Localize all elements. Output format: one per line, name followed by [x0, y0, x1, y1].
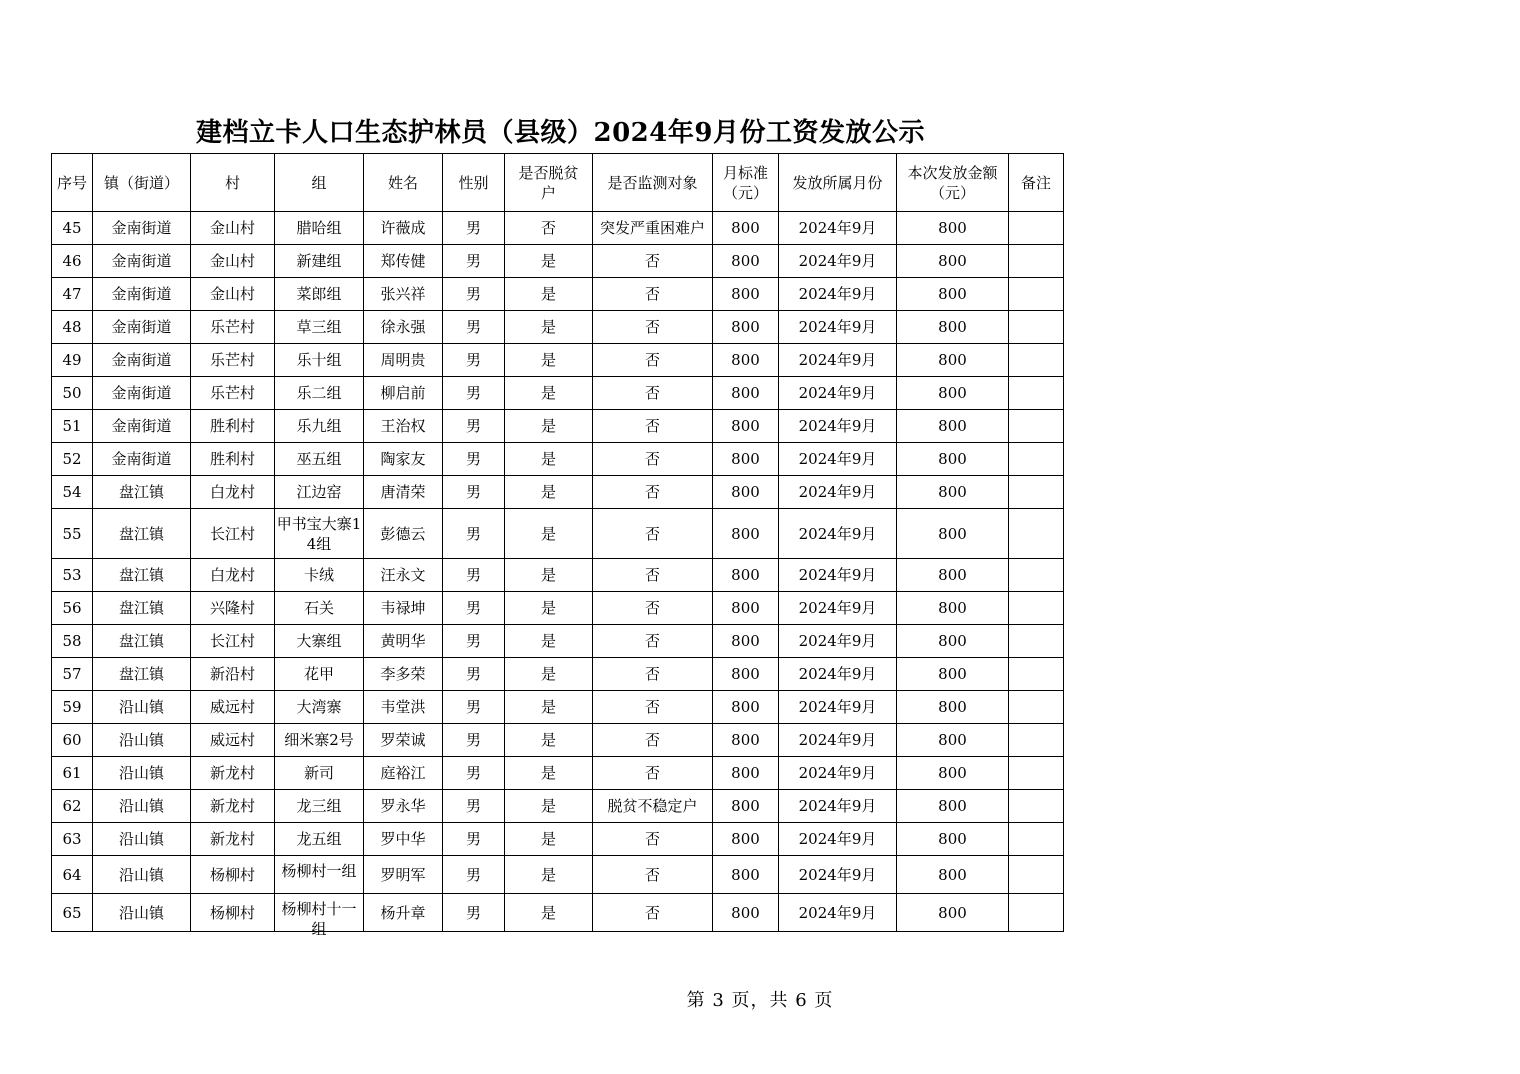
group-cell: 江边窑 [275, 476, 364, 509]
amount-cell: 800 [897, 410, 1009, 443]
month-cell: 2024年9月 [779, 410, 897, 443]
poverty-cell: 是 [505, 509, 593, 559]
gender-cell: 男 [443, 894, 505, 932]
standard-cell: 800 [713, 212, 779, 245]
table-row [52, 278, 1064, 311]
town-cell: 沿山镇 [93, 894, 191, 932]
month-cell: 2024年9月 [779, 476, 897, 509]
town-cell: 盘江镇 [93, 559, 191, 592]
town-cell: 金南街道 [93, 377, 191, 410]
row-number: 63 [52, 823, 93, 856]
amount-cell: 800 [897, 625, 1009, 658]
poverty-cell: 是 [505, 625, 593, 658]
town-cell: 沿山镇 [93, 691, 191, 724]
header-cell: 本次发放金额（元） [897, 154, 1009, 212]
group-cell: 腊哈组 [275, 212, 364, 245]
poverty-cell: 是 [505, 592, 593, 625]
town-cell: 沿山镇 [93, 823, 191, 856]
remark-cell [1009, 245, 1064, 278]
remark-cell [1009, 476, 1064, 509]
group-cell: 石关 [275, 592, 364, 625]
header-cell: 镇（街道） [93, 154, 191, 212]
remark-cell [1009, 509, 1064, 559]
monitor-cell: 突发严重困难户 [593, 212, 713, 245]
group-cell: 新司 [275, 757, 364, 790]
standard-cell: 800 [713, 691, 779, 724]
village-cell: 长江村 [191, 625, 275, 658]
group-cell: 甲书宝大寨14组 [275, 509, 364, 559]
name-cell: 罗永华 [364, 790, 443, 823]
standard-cell: 800 [713, 559, 779, 592]
village-cell: 新沿村 [191, 658, 275, 691]
standard-cell: 800 [713, 509, 779, 559]
month-cell: 2024年9月 [779, 856, 897, 894]
name-cell: 黄明华 [364, 625, 443, 658]
village-cell: 新龙村 [191, 790, 275, 823]
standard-cell: 800 [713, 592, 779, 625]
amount-cell: 800 [897, 757, 1009, 790]
name-cell: 许薇成 [364, 212, 443, 245]
monitor-cell: 否 [593, 509, 713, 559]
group-cell: 花甲 [275, 658, 364, 691]
row-number: 61 [52, 757, 93, 790]
town-cell: 盘江镇 [93, 476, 191, 509]
group-cell: 龙三组 [275, 790, 364, 823]
town-cell: 金南街道 [93, 344, 191, 377]
page-title: 建档立卡人口生态护林员（县级）2024年9月份工资发放公示 [196, 118, 925, 148]
row-number: 48 [52, 311, 93, 344]
monitor-cell: 否 [593, 894, 713, 932]
gender-cell: 男 [443, 410, 505, 443]
month-cell: 2024年9月 [779, 509, 897, 559]
gender-cell: 男 [443, 311, 505, 344]
amount-cell: 800 [897, 724, 1009, 757]
amount-cell: 800 [897, 790, 1009, 823]
month-cell: 2024年9月 [779, 691, 897, 724]
header-cell: 是否脱贫户 [505, 154, 593, 212]
group-cell: 乐二组 [275, 377, 364, 410]
standard-cell: 800 [713, 625, 779, 658]
header-row [52, 154, 1064, 212]
remark-cell [1009, 212, 1064, 245]
town-cell: 金南街道 [93, 311, 191, 344]
month-cell: 2024年9月 [779, 757, 897, 790]
standard-cell: 800 [713, 823, 779, 856]
group-cell-text: 杨柳村十一组 [281, 900, 357, 938]
name-cell: 陶家友 [364, 443, 443, 476]
row-number: 51 [52, 410, 93, 443]
amount-cell: 800 [897, 476, 1009, 509]
monitor-cell: 否 [593, 823, 713, 856]
gender-cell: 男 [443, 724, 505, 757]
table-row [52, 410, 1064, 443]
name-cell: 罗中华 [364, 823, 443, 856]
group-cell: 大湾寨 [275, 691, 364, 724]
row-number: 60 [52, 724, 93, 757]
header-cell: 组 [275, 154, 364, 212]
month-cell: 2024年9月 [779, 245, 897, 278]
header-cell: 性别 [443, 154, 505, 212]
table-body [52, 212, 1064, 938]
remark-cell [1009, 658, 1064, 691]
village-cell: 兴隆村 [191, 592, 275, 625]
poverty-cell: 是 [505, 476, 593, 509]
town-cell: 盘江镇 [93, 658, 191, 691]
village-cell: 白龙村 [191, 476, 275, 509]
poverty-cell: 是 [505, 344, 593, 377]
name-cell: 庭裕江 [364, 757, 443, 790]
poverty-cell: 是 [505, 559, 593, 592]
gender-cell: 男 [443, 344, 505, 377]
group-cell-text: 杨柳村一组 [281, 862, 357, 880]
poverty-cell: 是 [505, 311, 593, 344]
village-cell: 新龙村 [191, 757, 275, 790]
amount-cell: 800 [897, 278, 1009, 311]
group-cell: 菜郎组 [275, 278, 364, 311]
amount-cell: 800 [897, 894, 1009, 932]
table-row [52, 311, 1064, 344]
town-cell: 盘江镇 [93, 592, 191, 625]
village-cell: 杨柳村 [191, 856, 275, 894]
standard-cell: 800 [713, 245, 779, 278]
month-cell: 2024年9月 [779, 212, 897, 245]
village-cell: 胜利村 [191, 443, 275, 476]
poverty-cell: 是 [505, 691, 593, 724]
month-cell: 2024年9月 [779, 443, 897, 476]
village-cell: 乐芒村 [191, 344, 275, 377]
name-cell: 柳启前 [364, 377, 443, 410]
monitor-cell: 否 [593, 658, 713, 691]
poverty-cell: 是 [505, 724, 593, 757]
month-cell: 2024年9月 [779, 377, 897, 410]
standard-cell: 800 [713, 377, 779, 410]
header-cell: 姓名 [364, 154, 443, 212]
month-cell: 2024年9月 [779, 658, 897, 691]
village-cell: 金山村 [191, 245, 275, 278]
village-cell: 乐芒村 [191, 311, 275, 344]
amount-cell: 800 [897, 245, 1009, 278]
month-cell: 2024年9月 [779, 592, 897, 625]
remark-cell [1009, 443, 1064, 476]
month-cell: 2024年9月 [779, 344, 897, 377]
remark-cell [1009, 894, 1064, 932]
monitor-cell: 否 [593, 724, 713, 757]
month-cell: 2024年9月 [779, 311, 897, 344]
town-cell: 金南街道 [93, 410, 191, 443]
gender-cell: 男 [443, 592, 505, 625]
remark-cell [1009, 311, 1064, 344]
amount-cell: 800 [897, 509, 1009, 559]
standard-cell: 800 [713, 476, 779, 509]
table-row [52, 757, 1064, 790]
group-cell: 大寨组 [275, 625, 364, 658]
gender-cell: 男 [443, 509, 505, 559]
monitor-cell: 否 [593, 344, 713, 377]
monitor-cell: 否 [593, 691, 713, 724]
remark-cell [1009, 823, 1064, 856]
amount-cell: 800 [897, 592, 1009, 625]
row-number: 57 [52, 658, 93, 691]
remark-cell [1009, 278, 1064, 311]
gender-cell: 男 [443, 856, 505, 894]
standard-cell: 800 [713, 311, 779, 344]
town-cell: 沿山镇 [93, 724, 191, 757]
monitor-cell: 脱贫不稳定户 [593, 790, 713, 823]
group-cell: 巫五组 [275, 443, 364, 476]
amount-cell: 800 [897, 344, 1009, 377]
village-cell: 新龙村 [191, 823, 275, 856]
amount-cell: 800 [897, 559, 1009, 592]
table-row [52, 377, 1064, 410]
row-number: 56 [52, 592, 93, 625]
header-cell: 发放所属月份 [779, 154, 897, 212]
amount-cell: 800 [897, 856, 1009, 894]
poverty-cell: 是 [505, 856, 593, 894]
village-cell: 乐芒村 [191, 377, 275, 410]
row-number: 58 [52, 625, 93, 658]
village-cell: 长江村 [191, 509, 275, 559]
group-cell: 龙五组 [275, 823, 364, 856]
monitor-cell: 否 [593, 410, 713, 443]
standard-cell: 800 [713, 344, 779, 377]
row-number: 65 [52, 894, 93, 932]
header-cell: 序号 [52, 154, 93, 212]
village-cell: 威远村 [191, 724, 275, 757]
row-number: 52 [52, 443, 93, 476]
name-cell: 罗荣诚 [364, 724, 443, 757]
header-cell: 月标准（元） [713, 154, 779, 212]
group-cell: 新建组 [275, 245, 364, 278]
amount-cell: 800 [897, 311, 1009, 344]
village-cell: 威远村 [191, 691, 275, 724]
amount-cell: 800 [897, 212, 1009, 245]
month-cell: 2024年9月 [779, 559, 897, 592]
name-cell: 汪永文 [364, 559, 443, 592]
remark-cell [1009, 559, 1064, 592]
gender-cell: 男 [443, 757, 505, 790]
row-number: 50 [52, 377, 93, 410]
table-row [52, 691, 1064, 724]
group-cell: 乐十组 [275, 344, 364, 377]
monitor-cell: 否 [593, 592, 713, 625]
table-row [52, 559, 1064, 592]
standard-cell: 800 [713, 757, 779, 790]
gender-cell: 男 [443, 212, 505, 245]
wage-table [51, 153, 1064, 938]
name-cell: 周明贵 [364, 344, 443, 377]
gender-cell: 男 [443, 790, 505, 823]
month-cell: 2024年9月 [779, 724, 897, 757]
table-row [52, 245, 1064, 278]
header-cell: 备注 [1009, 154, 1064, 212]
month-cell: 2024年9月 [779, 625, 897, 658]
remark-cell [1009, 377, 1064, 410]
row-number: 49 [52, 344, 93, 377]
name-cell: 李多荣 [364, 658, 443, 691]
monitor-cell: 否 [593, 311, 713, 344]
group-cell: 卡绒 [275, 559, 364, 592]
row-number: 59 [52, 691, 93, 724]
village-cell: 杨柳村 [191, 894, 275, 932]
amount-cell: 800 [897, 658, 1009, 691]
group-cell [275, 894, 364, 938]
month-cell: 2024年9月 [779, 894, 897, 932]
gender-cell: 男 [443, 823, 505, 856]
group-cell: 细米寨2号 [275, 724, 364, 757]
gender-cell: 男 [443, 377, 505, 410]
row-number: 46 [52, 245, 93, 278]
table-row [52, 344, 1064, 377]
name-cell: 韦堂洪 [364, 691, 443, 724]
poverty-cell: 是 [505, 658, 593, 691]
poverty-cell: 是 [505, 757, 593, 790]
monitor-cell: 否 [593, 757, 713, 790]
remark-cell [1009, 344, 1064, 377]
gender-cell: 男 [443, 625, 505, 658]
town-cell: 沿山镇 [93, 790, 191, 823]
gender-cell: 男 [443, 278, 505, 311]
row-number: 47 [52, 278, 93, 311]
standard-cell: 800 [713, 724, 779, 757]
row-number: 53 [52, 559, 93, 592]
header-cell: 是否监测对象 [593, 154, 713, 212]
gender-cell: 男 [443, 559, 505, 592]
table-row [52, 509, 1064, 559]
name-cell: 彭德云 [364, 509, 443, 559]
remark-cell [1009, 410, 1064, 443]
town-cell: 沿山镇 [93, 856, 191, 894]
poverty-cell: 是 [505, 790, 593, 823]
village-cell: 白龙村 [191, 559, 275, 592]
town-cell: 金南街道 [93, 278, 191, 311]
table-row [52, 856, 1064, 894]
name-cell: 王治权 [364, 410, 443, 443]
table-row [52, 790, 1064, 823]
amount-cell: 800 [897, 691, 1009, 724]
monitor-cell: 否 [593, 625, 713, 658]
standard-cell: 800 [713, 443, 779, 476]
name-cell: 韦禄坤 [364, 592, 443, 625]
row-number: 54 [52, 476, 93, 509]
poverty-cell: 是 [505, 443, 593, 476]
monitor-cell: 否 [593, 443, 713, 476]
table-row [52, 625, 1064, 658]
table-row [52, 212, 1064, 245]
name-cell: 郑传健 [364, 245, 443, 278]
name-cell: 罗明军 [364, 856, 443, 894]
standard-cell: 800 [713, 894, 779, 932]
town-cell: 金南街道 [93, 443, 191, 476]
monitor-cell: 否 [593, 559, 713, 592]
remark-cell [1009, 724, 1064, 757]
gender-cell: 男 [443, 443, 505, 476]
table-row [52, 592, 1064, 625]
monitor-cell: 否 [593, 245, 713, 278]
gender-cell: 男 [443, 245, 505, 278]
group-cell: 草三组 [275, 311, 364, 344]
month-cell: 2024年9月 [779, 823, 897, 856]
poverty-cell: 是 [505, 894, 593, 932]
amount-cell: 800 [897, 443, 1009, 476]
remark-cell [1009, 856, 1064, 894]
gender-cell: 男 [443, 476, 505, 509]
poverty-cell: 是 [505, 245, 593, 278]
poverty-cell: 是 [505, 823, 593, 856]
town-cell: 盘江镇 [93, 625, 191, 658]
remark-cell [1009, 625, 1064, 658]
standard-cell: 800 [713, 278, 779, 311]
village-cell: 金山村 [191, 212, 275, 245]
row-number: 55 [52, 509, 93, 559]
town-cell: 金南街道 [93, 212, 191, 245]
remark-cell [1009, 790, 1064, 823]
row-number: 64 [52, 856, 93, 894]
poverty-cell: 是 [505, 278, 593, 311]
standard-cell: 800 [713, 658, 779, 691]
town-cell: 盘江镇 [93, 509, 191, 559]
amount-cell: 800 [897, 377, 1009, 410]
amount-cell: 800 [897, 823, 1009, 856]
group-cell [275, 856, 364, 894]
header-cell: 村 [191, 154, 275, 212]
village-cell: 胜利村 [191, 410, 275, 443]
month-cell: 2024年9月 [779, 790, 897, 823]
month-cell: 2024年9月 [779, 278, 897, 311]
monitor-cell: 否 [593, 856, 713, 894]
gender-cell: 男 [443, 691, 505, 724]
table-row [52, 658, 1064, 691]
village-cell: 金山村 [191, 278, 275, 311]
name-cell: 徐永强 [364, 311, 443, 344]
table-row [52, 476, 1064, 509]
town-cell: 金南街道 [93, 245, 191, 278]
table-row [52, 894, 1064, 932]
group-cell: 乐九组 [275, 410, 364, 443]
remark-cell [1009, 592, 1064, 625]
monitor-cell: 否 [593, 476, 713, 509]
page-footer: 第 3 页，共 6 页 [686, 990, 834, 1011]
name-cell: 杨升章 [364, 894, 443, 932]
table-row [52, 823, 1064, 856]
monitor-cell: 否 [593, 278, 713, 311]
table-row [52, 724, 1064, 757]
standard-cell: 800 [713, 410, 779, 443]
row-number: 45 [52, 212, 93, 245]
remark-cell [1009, 691, 1064, 724]
town-cell: 沿山镇 [93, 757, 191, 790]
name-cell: 唐清荣 [364, 476, 443, 509]
table-row [52, 443, 1064, 476]
name-cell: 张兴祥 [364, 278, 443, 311]
gender-cell: 男 [443, 658, 505, 691]
poverty-cell: 否 [505, 212, 593, 245]
monitor-cell: 否 [593, 377, 713, 410]
remark-cell [1009, 757, 1064, 790]
row-number: 62 [52, 790, 93, 823]
poverty-cell: 是 [505, 377, 593, 410]
standard-cell: 800 [713, 856, 779, 894]
standard-cell: 800 [713, 790, 779, 823]
poverty-cell: 是 [505, 410, 593, 443]
